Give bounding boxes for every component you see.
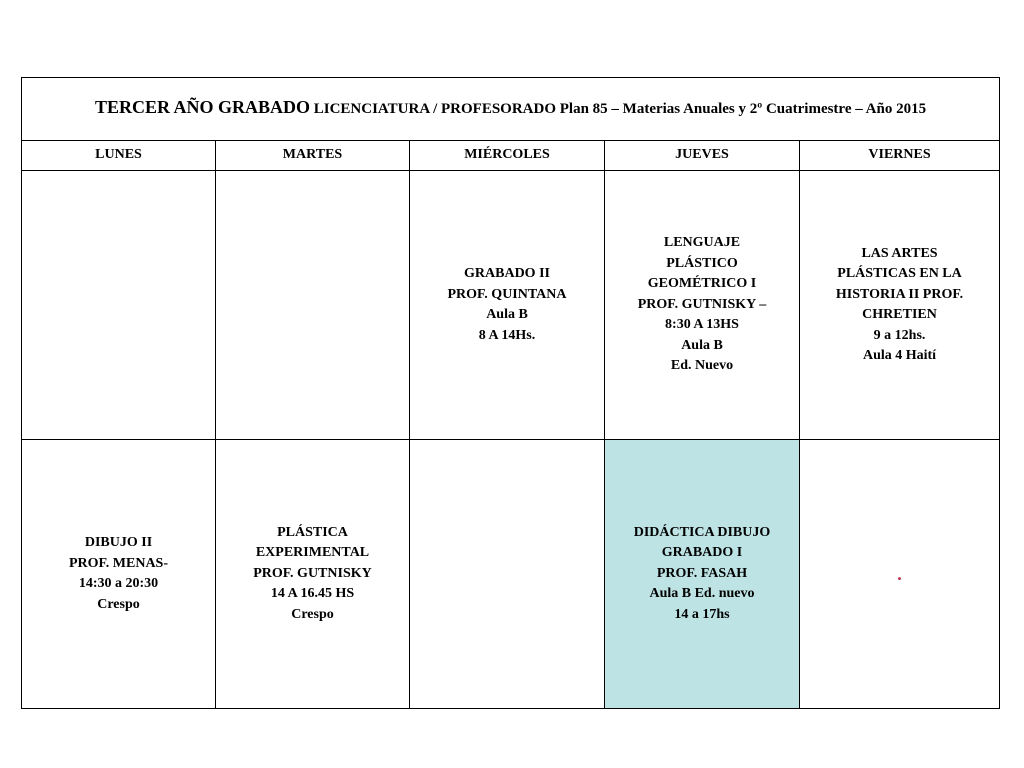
schedule-table: [21, 77, 1000, 709]
schedule-title-main: TERCER AÑO GRABADO: [94, 97, 310, 118]
cell-miercoles-morning: [410, 171, 605, 440]
cell-line: LAS ARTES: [861, 245, 938, 261]
cell-line: Aula 4 Haití: [862, 348, 937, 363]
morning-row: [22, 171, 1000, 440]
cell-line: PROF. MENAS-: [68, 555, 169, 571]
cell-line: 14 A 16.45 HS: [270, 586, 355, 602]
cell-dot-mark: .: [897, 564, 902, 584]
cell-line: GEOMÉTRICO I: [647, 276, 757, 292]
day-header-jueves: JUEVES: [605, 141, 800, 171]
day-header-miercoles: MIÉRCOLES: [410, 141, 605, 171]
day-header-viernes: VIERNES: [800, 141, 1000, 171]
title-row: [22, 78, 1000, 141]
cell-line: GRABADO I: [661, 545, 743, 561]
afternoon-row: [22, 440, 1000, 709]
cell-line: DIBUJO II: [84, 535, 153, 550]
cell-line: 14:30 a 20:30: [78, 576, 159, 591]
day-header-martes: MARTES: [216, 141, 410, 171]
cell-line: Crespo: [97, 596, 140, 612]
cell-line: PLÁSTICAS EN LA: [837, 266, 962, 281]
cell-line: Aula B: [681, 337, 723, 353]
days-header-row: [22, 141, 1000, 171]
cell-line: GRABADO II: [464, 266, 550, 281]
cell-viernes-afternoon: [800, 440, 1000, 709]
cell-line: PROF. QUINTANA: [447, 286, 567, 302]
cell-line: PROF. GUTNISKY: [253, 565, 372, 581]
cell-line: LENGUAJE: [663, 235, 741, 251]
cell-line: Ed. Nuevo: [670, 358, 734, 374]
cell-line: Crespo: [291, 606, 334, 622]
schedule-title: [22, 78, 1000, 141]
cell-line: 14 a 17hs: [674, 606, 730, 622]
cell-line: HISTORIA II PROF.: [835, 286, 964, 302]
cell-jueves-morning: [605, 171, 800, 440]
cell-line: PLÁSTICO: [666, 255, 738, 271]
day-header-lunes: LUNES: [22, 141, 216, 171]
cell-martes-morning: [216, 171, 410, 440]
cell-line: PLÁSTICA: [277, 524, 348, 540]
cell-line: 8 A 14Hs.: [478, 327, 536, 343]
cell-jueves-afternoon: [605, 440, 800, 709]
cell-miercoles-afternoon: [410, 440, 605, 709]
cell-line: 9 a 12hs.: [873, 327, 926, 343]
cell-line: 8:30 A 13HS: [665, 317, 739, 333]
cell-line: PROF. GUTNISKY –: [637, 296, 767, 312]
cell-line: Aula B Ed. nuevo: [649, 586, 755, 602]
cell-line: EXPERIMENTAL: [255, 545, 370, 561]
cell-line: Aula B: [486, 307, 528, 322]
schedule-title-sub: LICENCIATURA / PROFESORADO Plan 85 – Materias Anuales y 2º Cuatrimestre – Año 2015: [310, 101, 927, 118]
cell-viernes-morning: [800, 171, 1000, 440]
cell-lunes-afternoon: [22, 440, 216, 709]
cell-martes-afternoon: [216, 440, 410, 709]
cell-lunes-morning: [22, 171, 216, 440]
cell-line: CHRETIEN: [862, 307, 937, 322]
cell-line: PROF. FASAH: [656, 565, 748, 581]
cell-line: DIDÁCTICA DIBUJO: [633, 524, 771, 540]
